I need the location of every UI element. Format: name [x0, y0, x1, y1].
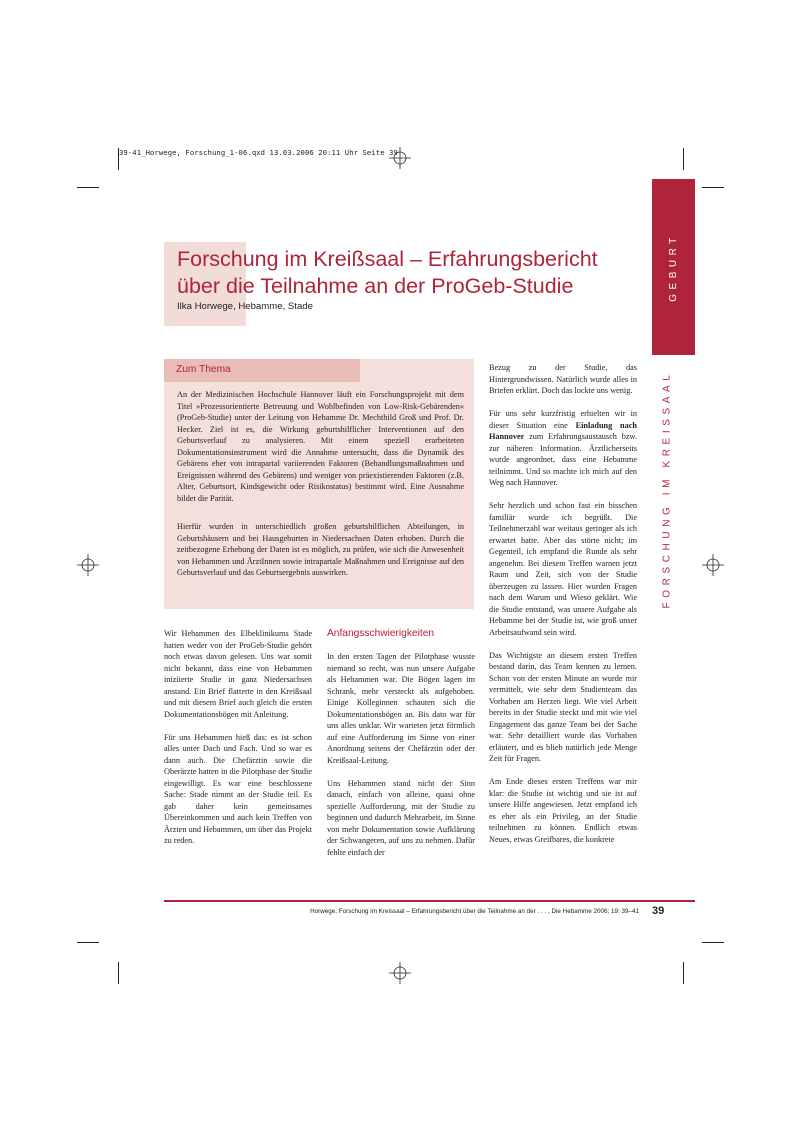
body-paragraph: Für uns Hebammen hieß das: es ist schon alles unter Dach und Fach. Und so war es dann auch. Die Chefärztin sowie die Oberärzte hatten in die Pilotphase der Studie eingewilligt. Es war eine beschlossene Sache: Stade nimmt an der Studie teil. Es gab daher kein gemeinsames Übereinkommen und auch kein Treffen von Ärzten und Hebammen, um über das Projekt zu reden.: [164, 732, 312, 845]
body-paragraph: Bezug zu der Studie, das Hintergrundwissen. Natürlich wurde alles in Briefen erklärt. Doch das lockte uns wenig.: [489, 363, 637, 395]
bold-phrase: Einladung nach Hannover: [489, 420, 638, 441]
body-paragraph: Uns Hebammen stand nicht der Sinn danach, einfach von alleine, quasi ohne spezielle Aufforderung, mit der Studie zu beginnen und dadurch Mehrarbeit, im Sinne von mehr Dokumentation sowie Aufklärung der Schwangeren, auf uns zu nehmen. Dafür fehlte einfach der: [327, 778, 475, 857]
topic-box-heading: Zum Thema: [176, 364, 231, 375]
section-tab-label: GEBURT: [668, 232, 679, 302]
registration-mark-icon: [77, 554, 99, 576]
crop-mark: [77, 187, 99, 188]
body-paragraph: Sehr herzlich und schon fast ein bisschen familiär wurde ich begrüßt. Die Teilnehmerzahl war weitaus geringer als ich erwartet hatte. Aber das störte nicht; im Gegenteil, ich empfand die Runde als sehr angenehm. Bei diesem Treffen warnen jetzt Raum und Zeit, sich von der Studie überzeugen zu lassen. Hier wurden Fragen nach dem Warum und Wieso geklärt. Wie die Studie entstand, was unsere Aufgabe als Hebamme bei der Studie ist, wie groß unser Arbeitsaufwand sein wird.: [489, 501, 637, 637]
body-paragraph: Für uns sehr kurzfristig erhielten wir in dieser Situation eine Einladung nach Hannover zum Erfahrungsaustausch bzw. zur näheren Information. Ärztlicherseits wurde angeordnet, dass eine Hebamme teilnimmt. Und so machte ich mich auf den Weg nach Hannover.: [489, 409, 638, 487]
crop-mark: [683, 962, 684, 984]
crop-mark: [683, 148, 684, 170]
body-paragraph: In den ersten Tagen der Pilotphase wusste niemand so recht, was nun unsere Aufgabe als Hebammen war. Die Bögen lagen im Schrank, mehr versteckt als aufgehoben. Einige Kolleginnen schauten sich die Dokumentationsbögen an. Bis dato war für uns alles unklar. Wir warteten jetzt förmlich auf eine Aufforderung im Sinne von einer Anordnung seitens der Chefärztin oder der Kreißsaal-Leitung.: [327, 652, 475, 765]
article-title: Forschung im Kreißsaal – Erfahrungsbericht über die Teilnahme an der ProGeb-Studie: [177, 247, 598, 298]
crop-mark: [77, 942, 99, 943]
column-2: [327, 651, 475, 870]
page-number: 39: [652, 905, 665, 917]
topic-box-paragraph: Hierfür wurden in unterschiedlich großen geburtshilflichen Abteilungen, in Geburtshäusern und bei Hausgeburten in Niedersachsen Daten erhoben. Durch die zeitbezogene Erhebung der Daten ist es möglich, zu prüfen, wie sich die Anwesenheit von Hebammen und ÄrztInnen sowie intrapartale Maßnahmen und Ereignisse auf den Geburtsverlauf und das Geburtsergebnis auswirken.: [177, 522, 464, 577]
slug-line: 39-41_Horwege, Forschung_1-06.qxd 13.03.2006 20:11 Uhr Seite 39: [119, 148, 398, 157]
crop-mark: [702, 187, 724, 188]
footer-rule: [164, 900, 695, 902]
crop-mark: [702, 942, 724, 943]
body-paragraph: Am Ende dieses ersten Treffens war mir klar: die Studie ist wichtig und sie ist auf unsere Hilfe angewiesen. Jetzt empfand ich es eher als ein Privileg, an der Studie teilnehmen zu können. Endlich etwas Neues, etwas Greifbares, die konkrete: [489, 777, 637, 844]
article-author: Ilka Horwege, Hebamme, Stade: [177, 301, 313, 312]
body-paragraph: Wir Hebammen des Elbeklinikums Stade hatten weder von der ProGeb-Studie gehört noch etwas davon gelesen. Uns war somit nicht bekannt, dass eine von Hebammen iniziierte Studie in ganz Niedersachsen anstand. Ein Brief flatterte in den Kreißsaal und mit diesem Brief auch gleich die ersten Dokumentationsbögen mit Anleitung.: [164, 629, 312, 719]
crop-mark: [118, 962, 119, 984]
section-heading: Anfangsschwierigkeiten: [327, 628, 435, 639]
column-1: [164, 628, 312, 858]
column-3: [489, 362, 637, 857]
body-paragraph: Das Wichtigste an diesem ersten Treffen bestand darin, das Team kennen zu lernen. Schon von der ersten Minute an wurde mir vermittelt, wie sehr dem Studienteam das Vorhaben am Herzen liegt. Wie viel Arbeit bereits in der Studie steckt und mit wie viel Engagement das ganze Team bei der Sache war. Sehr detailliert wurde das Vorhaben erläutert, und es blieb natürlich jede Menge Zeit für Fragen.: [489, 650, 637, 763]
footer-citation: Horwege, Forschung im Kreissaal – Erfahrungsbericht über die Teilnahme an der . . . , Die Hebamme 2006; 19: 39–41: [310, 908, 639, 915]
topic-tab-label: FORSCHUNG IM KREISSAAL: [661, 370, 673, 608]
topic-box-paragraph: An der Medizinischen Hochschule Hannover läuft ein Forschungsprojekt mit dem Titel »Prozessorientierte Betreuung und Wohlbefinden von Low-Risk-Gebärenden« (ProGeb-Studie) unter der Leitung von Hebamme Dr. Mechthild Groß und Prof. Dr. Hecker. Ziel ist es, die Wirkung geburtshilflicher Interventionen auf den Geburtsverlauf zu analysieren. Mit einem speziell erarbeiteten Dokumentationsinstrument wird die Annahme untersucht, dass die Dynamik des Gebärens eher von intrapartal variierenden Faktoren (Behandlungsmaßnahmen und Ereignissen während des Gebärens) und weniger von präexistierenden Faktoren (z.B. Alter, Geburtsort, Kindsgewicht oder Risikostatus) bestimmt wird. Eine Ausnahme bildet die Parität.: [177, 390, 464, 503]
registration-mark-icon: [702, 554, 724, 576]
registration-mark-icon: [389, 962, 411, 984]
